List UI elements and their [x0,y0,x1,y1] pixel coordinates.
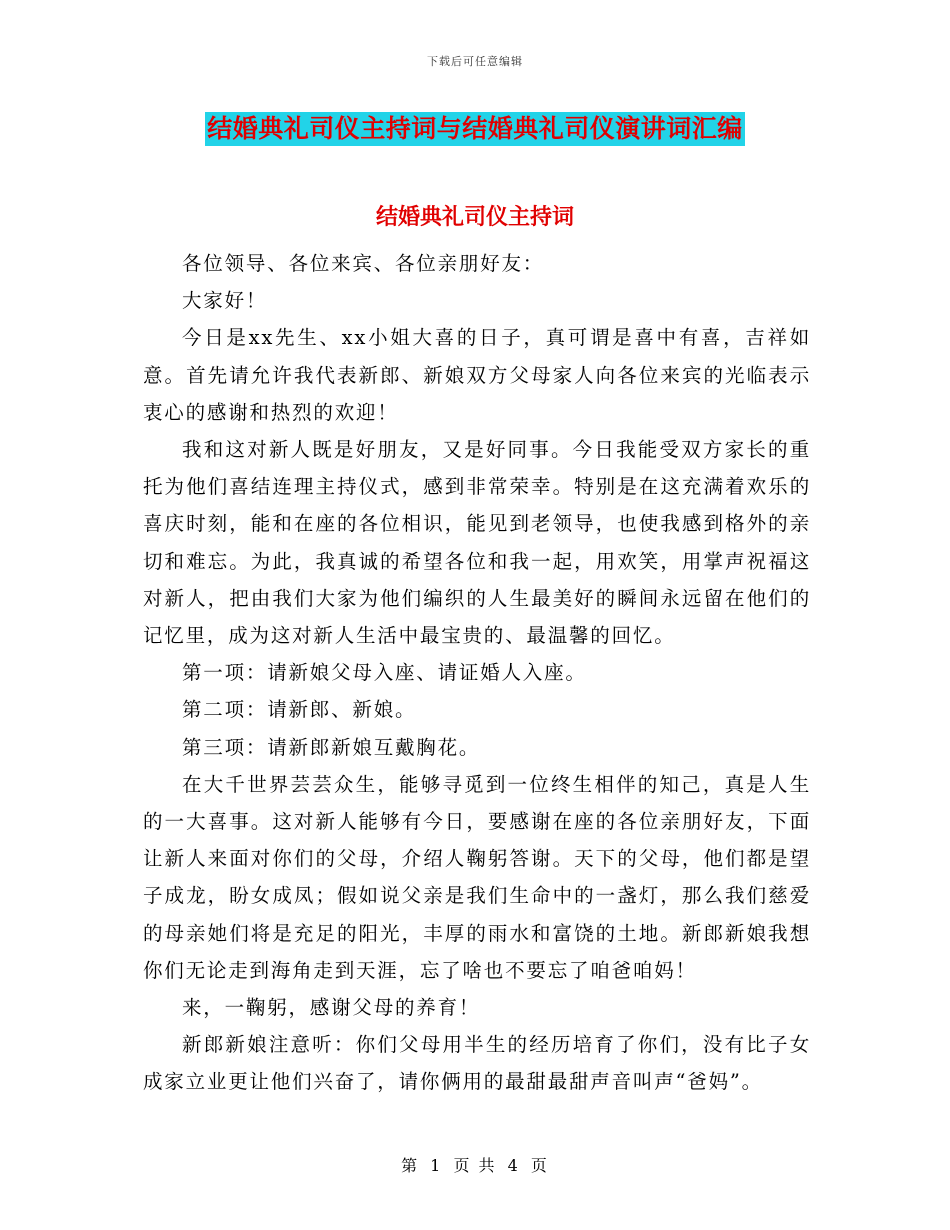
main-title-container [0,112,950,146]
paragraph: 在大千世界芸芸众生，能够寻觅到一位终生相伴的知己，真是人生的一大喜事。这对新人能够有今日，要感谢在座的各位亲朋好友，下面让新人来面对你们的父母，介绍人鞠躬答谢。天下的父母，他们都是望子成龙，盼女成凤；假如说父亲是我们生命中的一盏灯，那么我们慈爱的母亲她们将是充足的阳光，丰厚的雨水和富饶的土地。新郎新娘我想你们无论走到海角走到天涯，忘了啥也不要忘了咱爸咱妈！ [143,772,811,982]
section-title: 结婚典礼司仪主持词 [375,204,574,230]
main-title: 结婚典礼司仪主持词与结婚典礼司仪演讲词汇编 [205,112,745,146]
paragraph: 来，一鞠躬，感谢父母的养育！ [182,996,481,1020]
paragraph-item-1: 第一项：请新娘父母入座、请证婚人入座。 [182,661,587,685]
footer-mid: 页 共 [453,1156,497,1175]
current-page-number: 1 [430,1156,443,1175]
paragraph-item-2: 第二项：请新郎、新娘。 [182,698,417,722]
document-body [143,245,811,1101]
total-pages-number: 4 [507,1156,520,1175]
paragraph: 我和这对新人既是好朋友，又是好同事。今日我能受双方家长的重托为他们喜结连理主持仪式，感到非常荣幸。特别是在这充满着欢乐的喜庆时刻，能和在座的各位相识，能见到老领导，也使我感到格外的亲切和难忘。为此，我真诚的希望各位和我一起，用欢笑，用掌声祝福这对新人，把由我们大家为他们编织的人生最美好的瞬间永远留在他们的记忆里，成为这对新人生活中最宝贵的、最温馨的回忆。 [143,438,811,648]
footer-prefix: 第 [401,1156,420,1175]
paragraph-salutation: 各位领导、各位来宾、各位亲朋好友： [182,252,545,275]
paragraph: 今日是xx先生、xx小姐大喜的日子，真可谓是喜中有喜，吉祥如意。首先请允许我代表新郎、新娘双方父母家人向各位来宾的光临表示衷心的感谢和热烈的欢迎！ [143,326,811,424]
paragraph: 新郎新娘注意听：你们父母用半生的经历培育了你们，没有比子女成家立业更让他们兴奋了，请你俩用的最甜最甜声音叫声“爸妈”。 [143,1033,811,1094]
paragraph-item-3: 第三项：请新郎新娘互戴胸花。 [182,735,481,759]
page-footer [0,1153,950,1176]
footer-suffix: 页 [530,1156,549,1175]
paragraph-greeting: 大家好！ [182,289,268,313]
header-note: 下载后可任意编辑 [427,55,523,68]
